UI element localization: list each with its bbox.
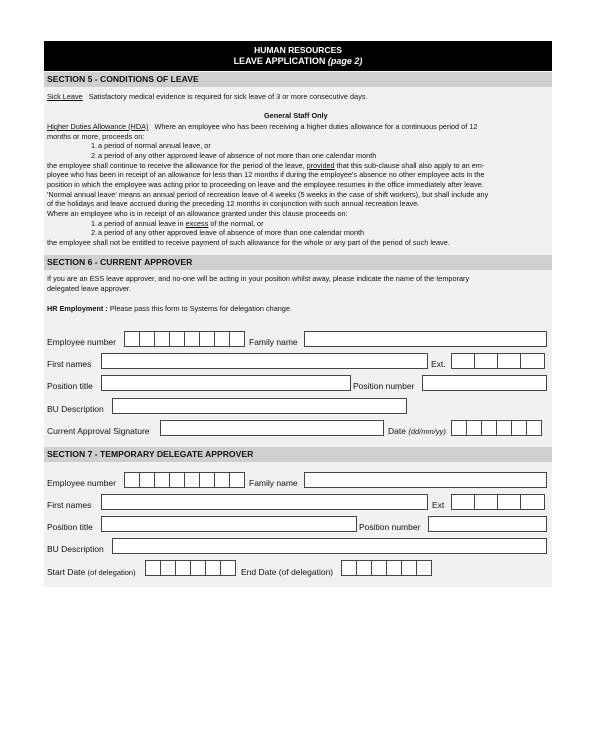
start-date-text: Start Date (47, 567, 86, 577)
header-page: (page 2) (327, 55, 363, 66)
date-format-hint: (dd/mm/yy) (408, 427, 446, 436)
start-date-label (47, 566, 136, 579)
signature-label: Current Approval Signature (47, 426, 150, 436)
delegate-family-name-field[interactable] (304, 472, 547, 488)
list-item-text (98, 219, 264, 229)
delegate-first-names-field[interactable] (101, 494, 428, 510)
list-item-pre: a period of annual leave in (98, 218, 184, 228)
delegate-bu-description-field[interactable] (112, 538, 547, 554)
list-item-underlined: excess (185, 218, 209, 228)
bu-description-label: BU Description (47, 404, 104, 414)
para-line: ployee who has been in receipt of an allowance for less than 12 months if during the employee's absence no other employee acts in the (47, 170, 485, 179)
position-title-field[interactable] (101, 375, 351, 391)
sick-leave-text: Satisfactory medical evidence is required for sick leave of 3 or more consecutive days. (88, 92, 368, 101)
delegate-position-title-field[interactable] (101, 516, 357, 532)
form-header (44, 41, 552, 71)
hda-label: Higher Duties Allowance (HDA) (47, 122, 149, 131)
hda-line-1 (47, 122, 477, 132)
end-date-field[interactable] (341, 560, 431, 576)
date-field[interactable] (451, 420, 541, 436)
section6-title: SECTION 6 - CURRENT APPROVER (44, 255, 552, 270)
section5-title: SECTION 5 - CONDITIONS OF LEAVE (44, 72, 552, 87)
delegate-position-number-field[interactable] (428, 516, 547, 532)
ext-field[interactable] (451, 353, 544, 369)
hda-text: Where an employee who has been receiving a higher duties allowance for a continuous period of 12 (154, 122, 478, 131)
first-names-label: First names (47, 359, 92, 369)
first-names-label: First names (47, 500, 92, 510)
header-title-text: LEAVE APPLICATION (233, 55, 326, 66)
position-title-label: Position title (47, 522, 93, 532)
bu-description-field[interactable] (112, 398, 407, 414)
employee-number-label: Employee number (47, 478, 116, 488)
sick-leave-label: Sick Leave (47, 92, 83, 101)
para-text: the employee shall continue to receive the allowance for the period of the leave, (47, 160, 305, 170)
bu-description-label: BU Description (47, 544, 104, 554)
delegate-employee-number-field[interactable] (124, 472, 244, 488)
position-title-label: Position title (47, 381, 93, 391)
para-line (47, 161, 484, 171)
start-date-note: (of delegation) (87, 568, 136, 577)
form-page (44, 41, 552, 587)
list-item-post: of the normal, or (210, 218, 264, 228)
header-org: HUMAN RESOURCES (254, 45, 342, 55)
sick-leave-line (47, 92, 367, 102)
family-name-label: Family name (249, 478, 298, 488)
para-text: that this sub-clause shall also apply to an em- (336, 160, 485, 170)
date-label (388, 425, 446, 438)
para-line: 'Normal annual leave' means an annual period of recreation leave of 4 weeks (5 weeks in the case of shift workers), but shall include any (47, 189, 489, 199)
para-line: position in which the employee was acting prior to proceeding on leave and the employee resumes in the office immediately after leave. (47, 180, 484, 189)
para-underlined: provided (306, 160, 335, 170)
section6-text: delegated leave approver. (47, 284, 131, 293)
list-item-num: 2. (91, 151, 98, 160)
hr-employment-text: Please pass this form to Systems for delegation change. (109, 304, 292, 313)
list-item-text: a period of any other approved leave of absence of not more than one calendar month (98, 151, 377, 160)
start-date-field[interactable] (145, 560, 235, 576)
date-label-text: Date (388, 426, 406, 436)
family-name-label: Family name (249, 337, 298, 347)
section7-title: SECTION 7 - TEMPORARY DELEGATE APPROVER (44, 447, 552, 462)
position-number-label: Position number (359, 522, 421, 532)
header-title (44, 56, 552, 67)
list-item-text: a period of any other approved leave of absence of more than one calendar month (98, 228, 365, 237)
list-item-num: 2. (91, 228, 98, 237)
first-names-field[interactable] (101, 353, 428, 369)
list-item-text: a period of normal annual leave, or (98, 141, 211, 150)
hr-employment-note (47, 304, 292, 314)
delegate-ext-field[interactable] (451, 494, 544, 510)
para-line: the employee shall not be entitled to receive payment of such allowance for the whole or any part of the period of such leave. (47, 238, 450, 247)
employee-number-field[interactable] (124, 331, 244, 347)
position-number-field[interactable] (422, 375, 547, 391)
list-item-num: 1. (91, 141, 98, 150)
general-staff-heading: General Staff Only (264, 111, 328, 120)
ext-label: Ext. (431, 359, 446, 369)
list-item-num: 1. (91, 218, 98, 228)
employee-number-label: Employee number (47, 337, 116, 347)
position-number-label: Position number (353, 381, 415, 391)
ext-label: Ext (432, 500, 445, 510)
family-name-field[interactable] (304, 331, 547, 347)
para-line: Where an employee who is in receipt of an allowance granted under this clause proceeds on: (47, 209, 348, 218)
hda-line-2: months or more, proceeds on: (47, 131, 145, 141)
signature-field[interactable] (160, 420, 384, 436)
end-date-label: End Date (of delegation) (241, 567, 334, 577)
para-line: of the holidays and leave accrued during the preceding 12 months in conjunction with such annual recreation leave. (47, 199, 420, 208)
hr-employment-label: HR Employment : (47, 304, 108, 313)
section6-text: If you are an ESS leave approver, and no-one will be acting in your position whilst away, please indicate the name of the temporary (47, 274, 470, 283)
